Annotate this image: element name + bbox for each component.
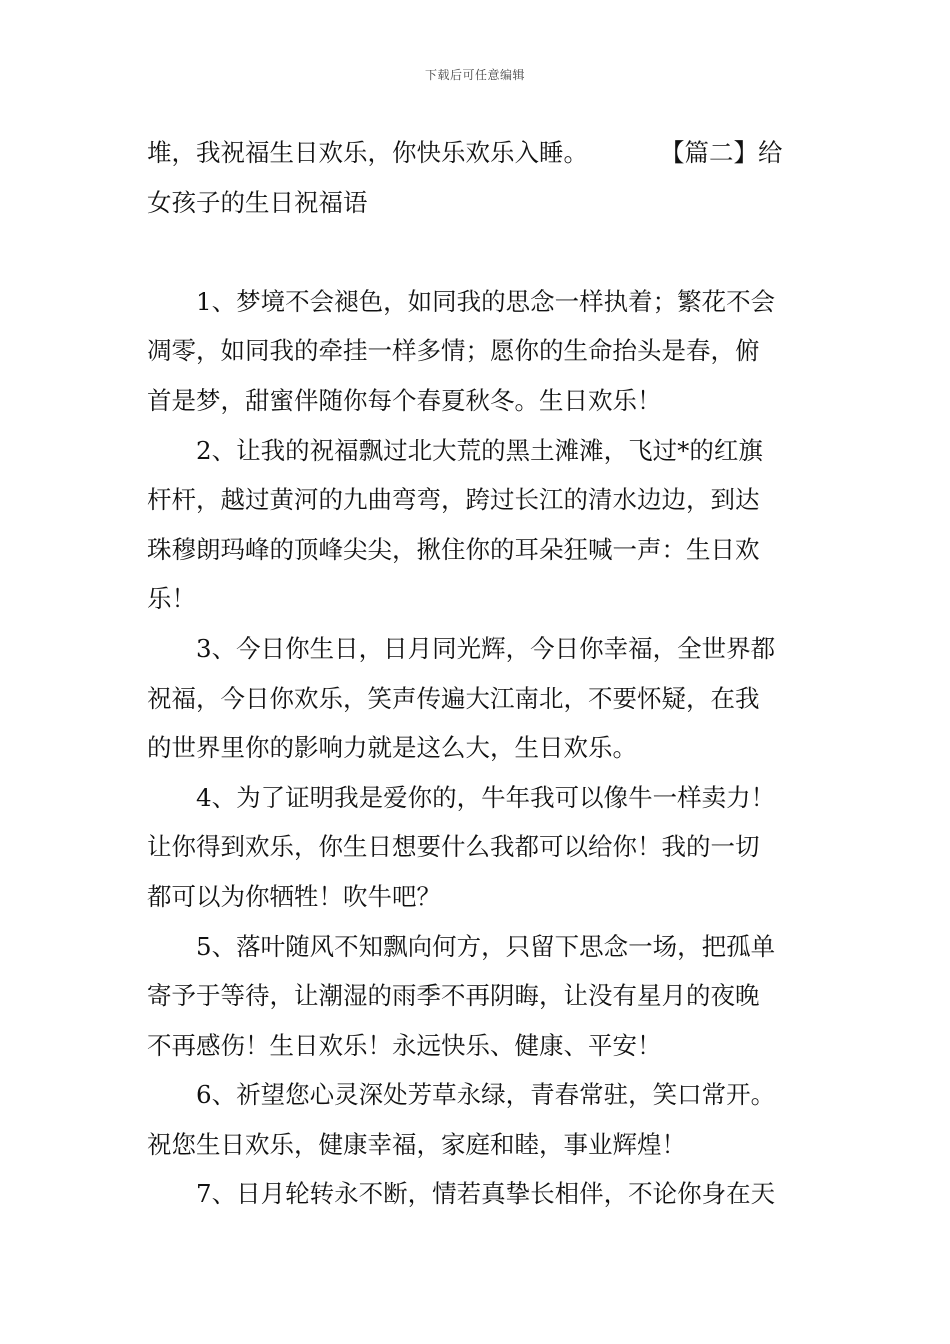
paragraph-line: 祝福，今日你欢乐，笑声传遍大江南北，不要怀疑，在我 [147,683,760,713]
paragraph-line: 都可以为你牺牲！吹牛吧？ [147,881,441,911]
list-item [147,922,809,1071]
paragraph-line: 的世界里你的影响力就是这么大，生日欢乐。 [147,733,637,763]
paragraph-line: 7、日月轮转永不断，情若真挚长相伴，不论你身在天 [196,1179,776,1209]
document-body [147,128,809,1219]
page-header: 下载后可任意编辑 [424,68,525,82]
list-item [147,773,809,922]
paragraph-line: 让你得到欢乐，你生日想要什么我都可以给你！我的一切 [147,832,760,862]
paragraph-line: 3、今日你生日，日月同光辉，今日你幸福，全世界都 [196,633,776,663]
paragraph-line: 2、让我的祝福飘过北大荒的黑土滩滩，飞过*的红旗 [196,435,763,465]
section-heading-part: 【篇二】给 [660,138,783,167]
paragraph-line: 寄予于等待，让潮湿的雨季不再阴晦，让没有星月的夜晚 [147,981,760,1011]
paragraph-line: 首是梦，甜蜜伴随你每个春夏秋冬。生日欢乐！ [147,385,662,415]
paragraph-line: 5、落叶随风不知飘向何方，只留下思念一场，把孤单 [196,931,776,961]
intro-line-1 [147,128,809,178]
paragraph-line: 1、梦境不会褪色，如同我的思念一样执着；繁花不会 [196,286,776,316]
paragraph-line: 6、祈望您心灵深处芳草永绿，青春常驻，笑口常开。 [196,1080,776,1110]
list-item [147,426,809,624]
paragraph-line: 不再感伤！生日欢乐！永远快乐、健康、平安！ [147,1030,662,1060]
paragraph-line: 4、为了证明我是爱你的，牛年我可以像牛一样卖力！ [196,782,776,812]
paragraph-line: 珠穆朗玛峰的顶峰尖尖，揪住你的耳朵狂喊一声：生日欢 [147,534,760,564]
intro-text: 堆，我祝福生日欢乐，你快乐欢乐入睡。 [147,138,588,167]
list-item [147,1169,809,1219]
paragraph-line: 祝您生日欢乐，健康幸福，家庭和睦，事业辉煌！ [147,1129,686,1159]
section-heading: 女孩子的生日祝福语 [147,187,368,217]
list-item [147,1070,809,1169]
list-item [147,624,809,773]
paragraph-line: 乐！ [147,584,196,614]
paragraph-line: 杆杆，越过黄河的九曲弯弯，跨过长江的清水边边，到达 [147,485,760,515]
list-item [147,277,809,426]
paragraph-line: 凋零，如同我的牵挂一样多情；愿你的生命抬头是春，俯 [147,336,760,366]
